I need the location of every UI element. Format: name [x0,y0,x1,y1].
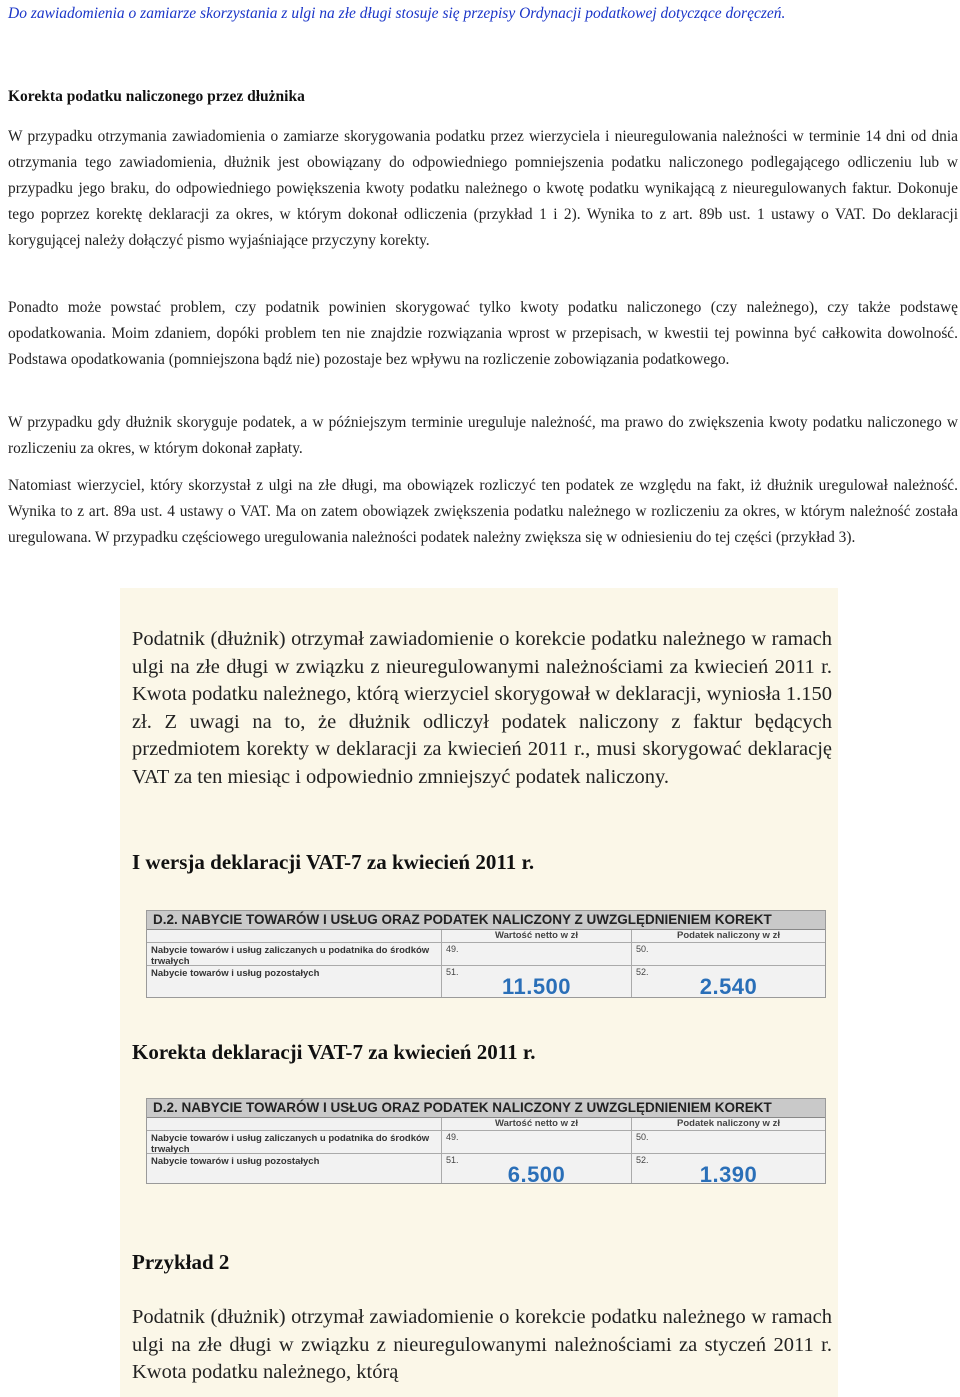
vat7-form-correction [146,1098,826,1184]
row-other-label: Nabycie towarów i usług pozostałych [147,1154,442,1184]
box-52-number: 52. [636,967,649,977]
row-other-label: Nabycie towarów i usług pozostałych [147,966,442,998]
net-value: 11.500 [501,974,572,998]
col-tax-header: Podatek naliczony w zł [677,930,780,941]
box-50-number: 50. [636,944,649,954]
col-net-header: Wartość netto w zł [494,930,579,941]
declaration-correction-heading: Korekta deklaracji VAT-7 za kwiecień 2011 r. [132,1040,536,1064]
row-fixed-assets-label: Nabycie towarów i usług zaliczanych u podatnika do środków trwałych [147,1131,442,1153]
form-title: D.2. NABYCIE TOWARÓW I USŁUG ORAZ PODATEK NALICZONY Z UWZGLĘDNIENIEM KOREKT [147,1099,825,1118]
example-1-text: Podatnik (dłużnik) otrzymał zawiadomienie o korekcie podatku należnego w ramach ulgi na złe długi w związku z nieuregulowanymi należnościami za kwiecień 2011 r. Kwota podatku należnego, którą wierzyciel skorygował w deklaracji, wyniosła 1.150 zł. Z uwagi na to, że dłużnik odliczył podatek naliczony z faktur będących przedmiotem korekty w deklaracji za kwiecień 2011 r., musi skorygować deklarację VAT za ten miesiąc i odpowiednio zmniejszyć podatek naliczony. [132,628,832,788]
box-51-number: 51. [446,1155,459,1165]
box-51-number: 51. [446,967,459,977]
example-2-heading: Przykład 2 [132,1250,230,1274]
tax-value: 2.540 [699,974,758,998]
example-box [120,588,838,1397]
text-fade [120,800,838,830]
declaration-v1-heading: I wersja deklaracji VAT-7 za kwiecień 2011 r. [132,850,535,874]
box-49-number: 49. [446,1132,459,1142]
paragraph-4: Natomiast wierzyciel, który skorzystał z ulgi na złe długi, ma obowiązek rozliczyć ten podatek ze względu na fakt, iż dłużnik uregulował należność. Wynika to z art. 89a ust. 4 ustawy o VAT. Ma on zatem obowiązek zwiększenia podatku należnego w rozliczeniu za okres, w którym należność została uregulowana. W przypadku częściowego uregulowania należności podatek należny zwiększa się w odniesieniu do tej części (przykład 3). [8,477,958,546]
vat7-form-v1 [146,910,826,998]
col-tax-header: Podatek naliczony w zł [677,1118,780,1129]
paragraph-3: W przypadku gdy dłużnik skoryguje podatek, a w późniejszym terminie ureguluje należność, ma prawo do zwiększenia kwoty podatku naliczonego w rozliczeniu za okres, w którym dokonał zapłaty. [8,414,958,457]
tax-value: 1.390 [699,1162,758,1184]
box-52-number: 52. [636,1155,649,1165]
intro-italic-note: Do zawiadomienia o zamiarze skorzystania z ulgi na złe długi stosuje się przepisy Ordynacji podatkowej dotyczące doręczeń. [8,5,786,22]
form-title: D.2. NABYCIE TOWARÓW I USŁUG ORAZ PODATEK NALICZONY Z UWZGLĘDNIENIEM KOREKT [147,911,825,930]
box-50-number: 50. [636,1132,649,1142]
row-fixed-assets-label: Nabycie towarów i usług zaliczanych u podatnika do środków trwałych [147,943,442,965]
example-2-text: Podatnik (dłużnik) otrzymał zawiadomienie o korekcie podatku należnego w ramach ulgi na złe długi w związku z nieuregulowanymi należnościami za styczeń 2011 r. Kwota podatku należnego, którą [132,1306,832,1383]
paragraph-1: W przypadku otrzymania zawiadomienia o zamiarze skorygowania podatku przez wierzyciela i nieuregulowania należności w terminie 14 dni od dnia otrzymania tego zawiadomienia, dłużnik jest obowiązany do odpowiedniego pomniejszenia podatku naliczonego podlegającego odliczeniu lub w przypadku jego braku, do odpowiedniego powiększenia kwoty podatku należnego o kwotę podatku wynikającą z nieuregulowanych faktur. Dokonuje tego poprzez korektę deklaracji za okres, w którym dokonał odliczenia (przykład 1 i 2). Wynika to z art. 89b ust. 1 ustawy o VAT. Do deklaracji korygującej należy dołączyć pismo wyjaśniające przyczyny korekty. [8,128,958,249]
section-heading: Korekta podatku naliczonego przez dłużnika [8,88,305,105]
col-net-header: Wartość netto w zł [494,1118,579,1129]
box-49-number: 49. [446,944,459,954]
paragraph-2: Ponadto może powstać problem, czy podatnik powinien skorygować tylko kwoty podatku naliczonego (czy należnego), czy także podstawę opodatkowania. Moim zdaniem, dopóki problem ten nie znajdzie rozwiązania wprost w przepisach, w kwestii tej powinna być całkowita dowolność. Podstawa opodatkowania (pomniejszona bądź nie) pozostaje bez wpływu na rozliczenie zobowiązania podatkowego. [8,299,958,368]
net-value: 6.500 [507,1162,566,1184]
